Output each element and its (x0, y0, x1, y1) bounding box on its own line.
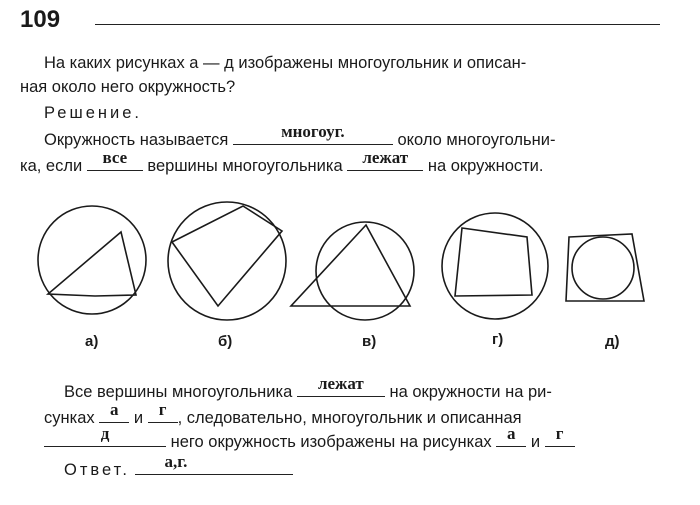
answer-line (64, 452, 293, 481)
solution-label: Решение. (44, 104, 142, 122)
figure-d (442, 213, 548, 319)
conclusion-text-g: и (530, 433, 541, 451)
figure-label-a: а) (85, 333, 99, 350)
figure-a-polygon (48, 232, 136, 296)
figure-c-polygon (291, 225, 410, 306)
conclusion-fill-6: г (555, 424, 564, 443)
task-number: 109 (20, 6, 61, 33)
conclusion-blank-6 (545, 424, 575, 447)
conclusion-text-b: на окружности на ри- (389, 383, 552, 401)
definition-fill-2: все (102, 148, 128, 167)
conclusion-text-c: сунках (44, 409, 95, 427)
conclusion-text-e: , следовательно, многоугольник и описанная (177, 409, 522, 427)
definition-text-c: ка, если (20, 157, 83, 175)
definition-fill-3: лежат (362, 148, 409, 167)
definition-text-b: около многоугольни- (397, 131, 556, 149)
conclusion-blank-1 (297, 374, 385, 397)
definition-text-a: Окружность называется (44, 131, 229, 149)
answer-blank (135, 452, 293, 475)
figure-c (291, 222, 414, 320)
figure-e (566, 234, 644, 301)
figure-b-polygon (172, 206, 282, 306)
figure-d-polygon (455, 228, 532, 296)
definition-text-d: вершины многоугольника (147, 157, 343, 175)
conclusion-fill-3: г (158, 400, 167, 419)
conclusion-text-d: и (133, 409, 144, 427)
conclusion-line-3 (44, 424, 575, 453)
conclusion-blank-3 (148, 400, 178, 423)
conclusion-fill-2: а (109, 400, 119, 419)
conclusion-fill-1: лежат (317, 374, 364, 393)
figure-e-circle (572, 237, 634, 299)
answer-value: а,г. (164, 452, 188, 471)
conclusion-text-a: Все вершины многоугольника (64, 383, 293, 401)
definition-text-e: на окружности. (427, 157, 544, 175)
figure-a-circle (38, 206, 146, 314)
conclusion-blank-5 (496, 424, 526, 447)
answer-label: Ответ. (64, 461, 130, 479)
figure-b (168, 202, 286, 320)
conclusion-line-1 (64, 374, 552, 403)
figure-label-b: б) (218, 333, 233, 350)
conclusion-fill-4: д (100, 424, 110, 443)
conclusion-text-f: него окружность изображены на рисунках (170, 433, 492, 451)
figure-a (38, 206, 146, 314)
figure-label-c: в) (362, 333, 377, 350)
question-line-1: На каких рисунках а — д изображены многоугольник и описан- (44, 54, 527, 72)
definition-fill-1: многоуг. (281, 122, 345, 141)
figure-label-e: д) (605, 333, 620, 350)
figure-e-polygon (566, 234, 644, 301)
conclusion-fill-5: а (507, 424, 516, 443)
conclusion-blank-4 (44, 424, 166, 447)
conclusion-blank-2 (99, 400, 129, 423)
figure-label-d: г) (492, 331, 504, 348)
question-line-2: ная около него окружность? (20, 78, 236, 96)
